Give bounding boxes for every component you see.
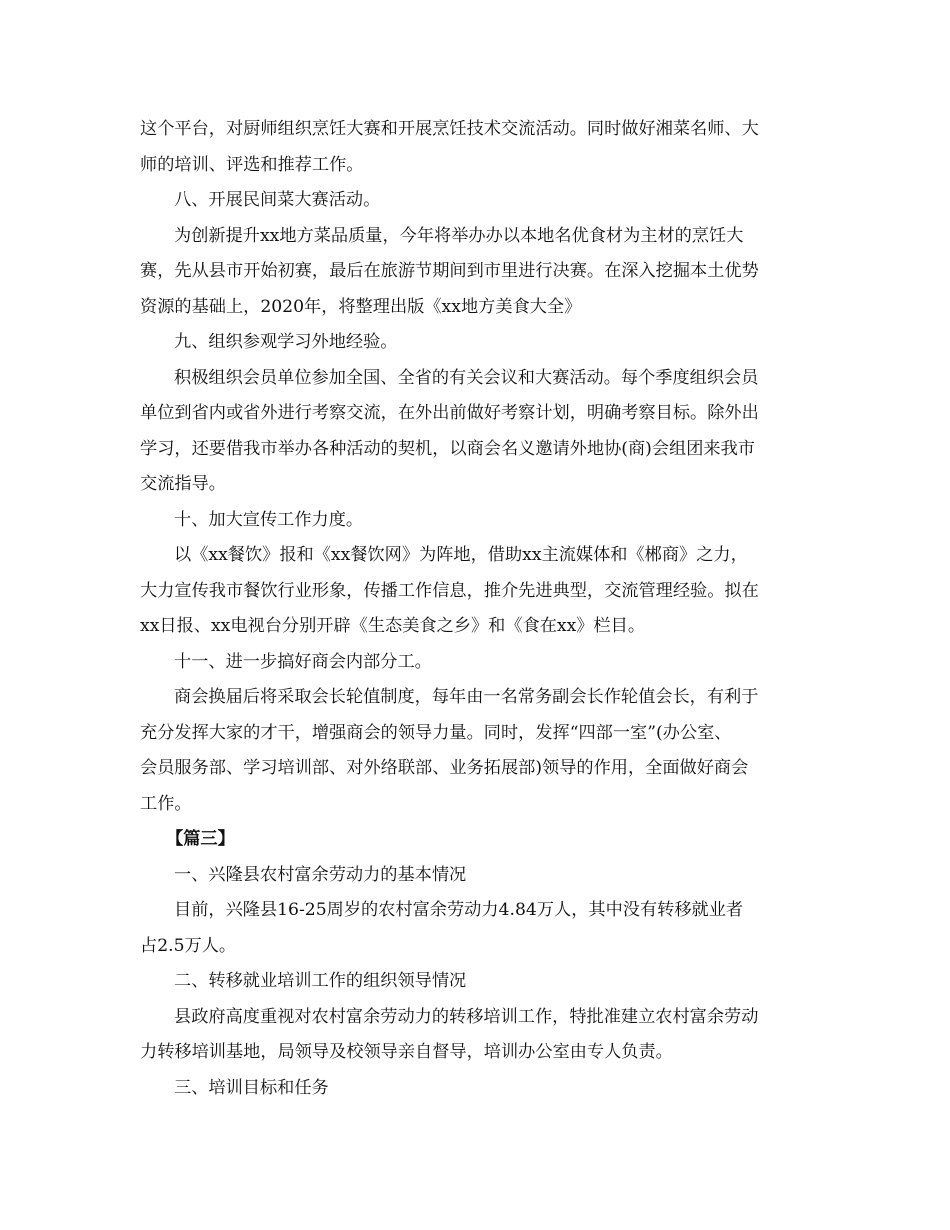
text-line: 赛，先从县市开始初赛，最后在旅游节期间到市里进行决赛。在深入挖掘本土优势 [140, 261, 759, 281]
section-heading: 十一、进一步搞好商会内部分工。 [174, 651, 432, 672]
text-line: 商会换届后将采取会长轮值制度，每年由一名常务副会长作轮值会长，有利于 [174, 687, 759, 707]
section-heading: 八、开展民间菜大赛活动。 [174, 190, 381, 210]
text-line: 县政府高度重视对农村富余劳动力的转移培训工作，特批准建立农村富余劳动 [174, 1006, 759, 1027]
text-line: 占2.5万人。 [140, 935, 237, 956]
text-line: xx日报、xx电视台分别开辟《生态美食之乡》和《食在xx》栏目。 [140, 616, 646, 636]
text-line: 力转移培训基地，局领导及校领导亲自督导，培训办公室由专人负责。 [140, 1042, 673, 1062]
section-heading: 一、兴隆县农村富余劳动力的基本情况 [174, 864, 467, 885]
text-line: 这个平台，对厨师组织烹饪大赛和开展烹饪技术交流活动。同时做好湘菜名师、大 [140, 119, 759, 139]
text-line: 资源的基础上，2020年，将整理出版《xx地方美食大全》 [140, 296, 582, 317]
text-line: 师的培训、评选和推荐工作。 [140, 154, 364, 175]
text-line: 目前，兴隆县16-25周岁的农村富余劳动力4.84万人，其中没有转移就业者 [174, 900, 744, 920]
part-heading: 【篇三】 [166, 829, 235, 849]
section-heading: 三、培训目标和任务 [174, 1077, 329, 1098]
section-heading: 九、组织参观学习外地经验。 [174, 332, 398, 352]
text-line: 工作。 [140, 793, 192, 814]
text-line: 以《xx餐饮》报和《xx餐饮网》为阵地，借助xx主流媒体和《郴商》之力， [174, 545, 748, 565]
text-line: 学习，还要借我市举办各种活动的契机，以商会名义邀请外地协(商)会组团来我市 [140, 438, 755, 459]
text-line: 为创新提升xx地方菜品质量，今年将举办办以本地名优食材为主材的烹饪大 [174, 225, 744, 246]
text-line: 交流指导。 [140, 474, 226, 494]
text-line: 单位到省内或省外进行考察交流，在外出前做好考察计划，明确考察目标。除外出 [140, 403, 759, 423]
section-heading: 十、加大宣传工作力度。 [174, 509, 364, 530]
text-line: 大力宣传我市餐饮行业形象，传播工作信息，推介先进典型，交流管理经验。拟在 [140, 580, 759, 601]
text-line: 充分发挥大家的才干，增强商会的领导力量。同时，发挥“四部一室”(办公室、 [140, 722, 732, 743]
section-heading: 二、转移就业培训工作的组织领导情况 [174, 971, 467, 991]
text-line: 积极组织会员单位参加全国、全省的有关会议和大赛活动。每个季度组织会员 [174, 367, 759, 388]
text-line: 会员服务部、学习培训部、对外络联部、业务拓展部)领导的作用，全面做好商会 [140, 758, 749, 778]
document-page [140, 112, 812, 1106]
